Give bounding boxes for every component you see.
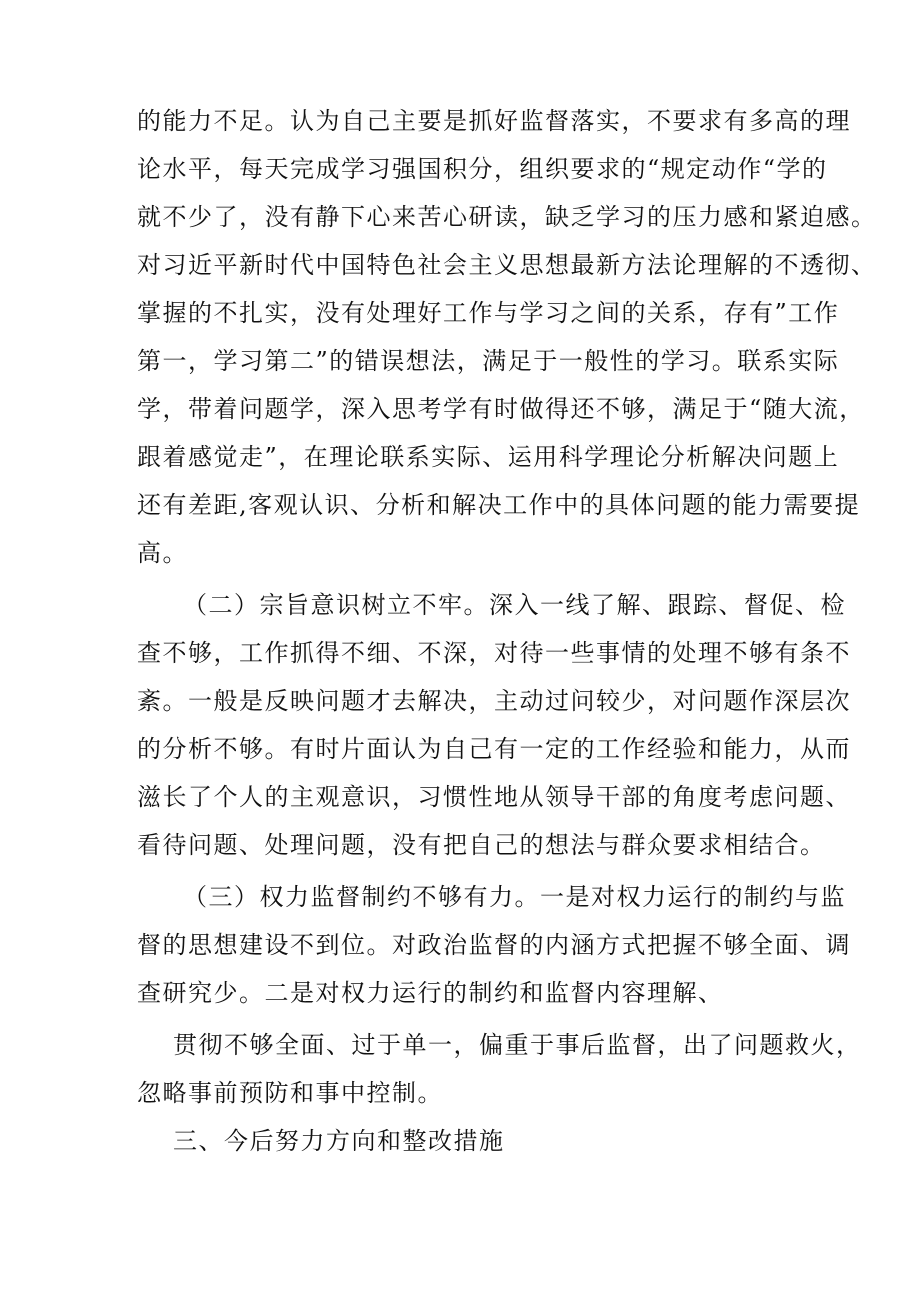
paragraph-line: 第一，学习第二”的错误想法，满足于一般性的学习。联系实际	[137, 347, 840, 375]
paragraph-line: 就不少了，没有静下心来苦心研读，缺乏学习的压力感和紧迫感。	[137, 203, 877, 231]
paragraph-line: 的分析不够。有时片面认为自己有一定的工作经验和能力，从而	[137, 735, 851, 763]
paragraph-line: 还有差距,客观认识、分析和解决工作中的具体问题的能力需要提	[137, 491, 861, 519]
paragraph-line: 查不够，工作抓得不细、不深，对待一些事情的处理不够有条不	[137, 639, 851, 667]
paragraph-line: 督的思想建设不到位。对政治监督的内涵方式把握不够全面、调	[137, 931, 851, 959]
paragraph-line: 看待问题、处理问题，没有把自己的想法与群众要求相结合。	[137, 831, 826, 859]
chapter-heading: 三、今后努力方向和整改措施	[173, 1127, 505, 1155]
section-heading-line: （三）权力监督制约不够有力。一是对权力运行的制约与监	[183, 883, 846, 911]
paragraph-line: 论水平，每天完成学习强国积分，组织要求的“规定动作“学的	[137, 155, 828, 183]
paragraph-line: 高。	[137, 539, 188, 567]
paragraph-line: 对习近平新时代中国特色社会主义思想最新方法论理解的不透彻、	[137, 251, 877, 279]
paragraph-line: 滋长了个人的主观意识，习惯性地从领导干部的角度考虑问题、	[137, 783, 851, 811]
paragraph-line: 掌握的不扎实，没有处理好工作与学习之间的关系，存有”工作	[137, 299, 840, 327]
paragraph-line: 紊。一般是反映问题才去解决，主动过问较少，对问题作深层次	[137, 687, 851, 715]
paragraph-line: 跟着感觉走”，在理论联系实际、运用科学理论分析解决问题上	[137, 443, 840, 471]
paragraph-line: 贯彻不够全面、过于单一，偏重于事后监督，出了问题救火，	[173, 1031, 862, 1059]
paragraph-line: 学，带着问题学，深入思考学有时做得还不够，满足于“随大流，	[137, 395, 865, 423]
paragraph-line: 查研究少。二是对权力运行的制约和监督内容理解、	[137, 979, 724, 1007]
paragraph-line: 的能力不足。认为自己主要是抓好监督落实，不要求有多高的理	[137, 107, 851, 135]
paragraph-line: 忽略事前预防和事中控制。	[137, 1079, 443, 1107]
section-heading-line: （二）宗旨意识树立不牢。深入一线了解、跟踪、督促、检	[183, 591, 846, 619]
